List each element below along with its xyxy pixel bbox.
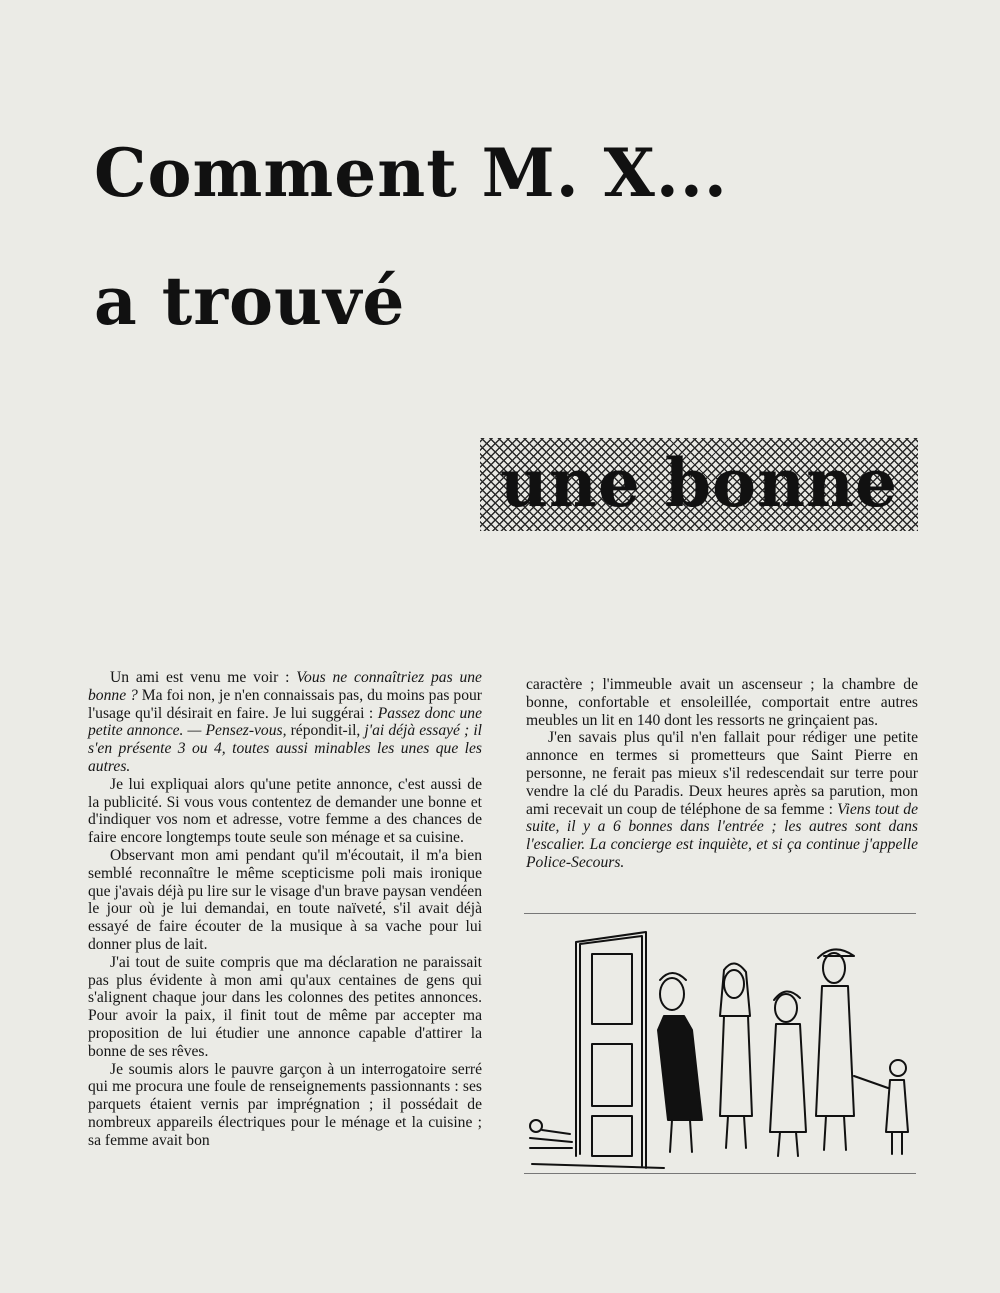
cartoon-illustration — [524, 920, 916, 1170]
child-figure — [854, 1060, 908, 1154]
divider-top — [524, 913, 916, 914]
article-column-right — [526, 676, 918, 872]
lying-man-figure — [530, 1120, 572, 1148]
subtitle-box — [480, 438, 918, 531]
paragraph-5: Je soumis alors le pauvre garçon à un interrogatoire serré qui me procura une foule de renseignements passionnants : ses parquets étaient vernis par imprégnation ; il possédait de nombreux appareils électriques pour le ménage et la cuisine ; sa femme avait bon — [88, 1060, 482, 1149]
divider-bottom — [524, 1173, 916, 1174]
woman-figure-1 — [658, 973, 702, 1152]
paragraph-1: Un ami est venu me voir : Vous ne connaîtriez pas une bonne ? Ma foi non, je n'en connaissais pas, du moins pas pour l'usage qu'il désirait en faire. Je lui suggérai : Passez donc une petite annonce. — Pensez-vous, répondit-il, j'ai déjà essayé ; il s'en présente 3 ou 4, toutes aussi minables les unes que les autres. — [88, 669, 482, 775]
woman-figure-2 — [720, 963, 752, 1148]
title-line-2: a trouvé — [94, 262, 406, 340]
paragraph-6: J'en savais plus qu'il n'en fallait pour rédiger une petite annonce en termes si prometteurs que Saint Pierre en personne, ne ferait pas mieux s'il redescendait sur terre pour vendre la clé du Paradis. Deux heures après sa parution, mon ami recevait un coup de téléphone de sa femme : Viens tout de suite, il y a 6 bonnes dans l'entrée ; les autres sont dans l'escalier. La concierge est inquiète, et si ça continue j'appelle Police-Secours. — [526, 729, 919, 871]
paragraph-4: J'ai tout de suite compris que ma déclaration ne paraissait pas plus évidente à mon ami qu'aux centaines de gens qui s'alignent chaque jour dans les colonnes des petites annonces. Pour avoir la paix, il finit tout de même par accepter ma proposition de lui étudier une annonce capable d'attirer la bonne de ses rêves. — [88, 953, 482, 1060]
title-line-1: Comment M. X... — [94, 134, 728, 212]
subtitle-text: une bonne — [499, 444, 899, 522]
paragraph-2: Je lui expliquai alors qu'une petite annonce, c'est aussi de la publicité. Si vous vous contentez de demander une bonne et d'indiquer vos nom et adresse, votre femme a des chances de faire encore longtemps toute seule son ménage et sa cuisine. — [88, 775, 482, 847]
woman-figure-3 — [770, 991, 806, 1156]
paragraph-3: Observant mon ami pendant qu'il m'écoutait, il m'a bien semblé reconnaître le même scepticisme poli mais ironique que j'avais déjà pu lire sur le visage d'un brave paysan vendéen le jour où je lui demandai, en toute naïveté, s'il avait déjà essayé de faire écouter de la musique à sa vache pour lui donner plus de lait. — [88, 846, 482, 953]
door-illustration — [532, 932, 664, 1168]
paragraph-5-continued: caractère ; l'immeuble avait un ascenseur ; la chambre de bonne, confortable et ensoleillée, comportait entre autres meubles un lit en 140 dont les ressorts ne grinçaient pas. — [526, 676, 918, 729]
woman-figure-4 — [816, 949, 854, 1150]
article-column-left — [88, 669, 482, 1150]
